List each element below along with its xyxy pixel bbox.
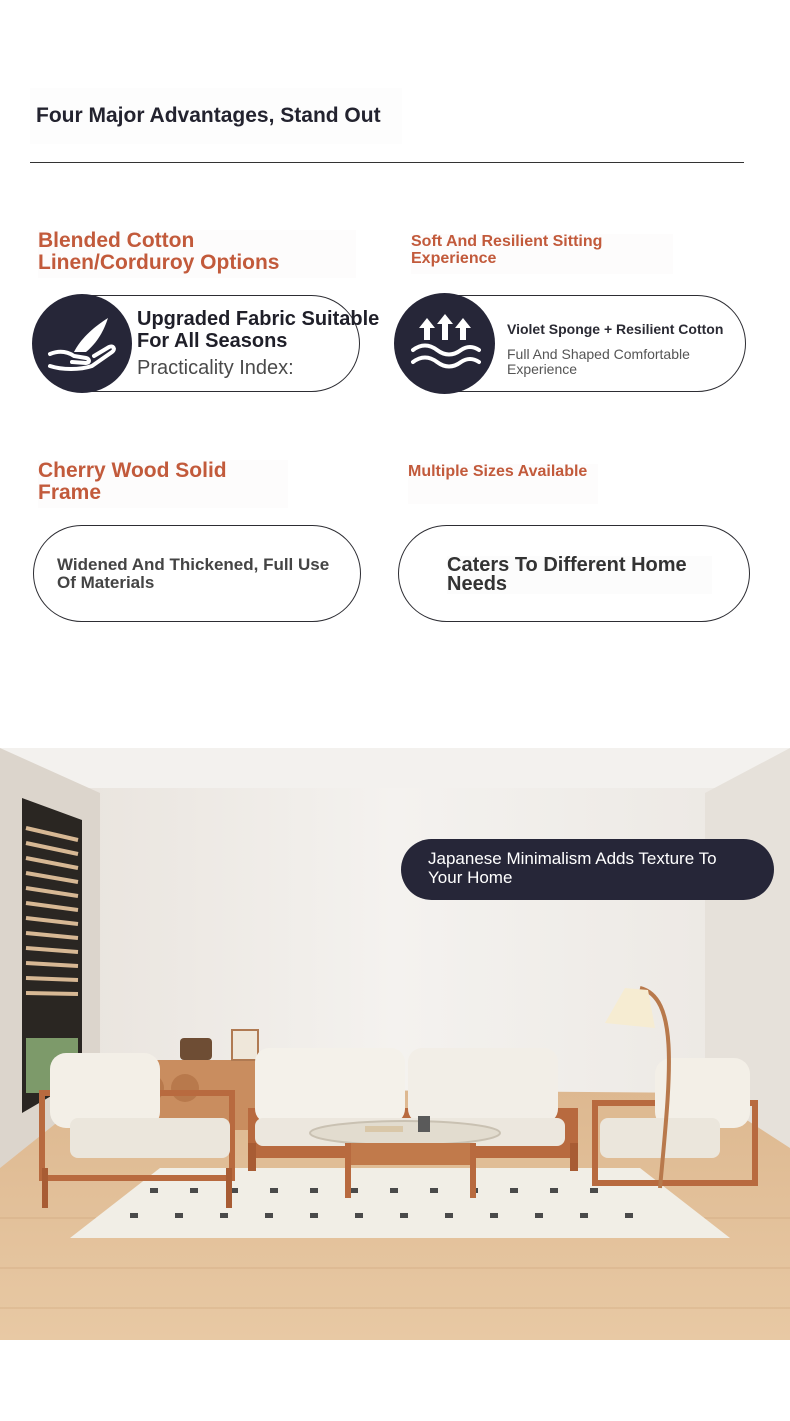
feature-main-text: Caters To Different Home Needs [447,556,712,594]
feature-main-text: Widened And Thickened, Full Use Of Materials [57,555,330,592]
living-room-photo [0,748,790,1340]
hero-caption-badge: Japanese Minimalism Adds Texture To Your Home [401,839,774,900]
feature-title-fabric: Blended Cotton Linen/Corduroy Options [38,230,356,278]
practicality-index-label: Practicality Index: [137,357,294,379]
feature-main-text: Upgraded Fabric Suitable For All Seasons [137,308,380,352]
feature-sub-text: Full And Shaped Comfortable Experience [507,346,690,378]
feature-title-frame: Cherry Wood Solid Frame [38,460,288,508]
feature-title-sitting: Soft And Resilient Sitting Experience [411,234,673,274]
feature-title-sizes: Multiple Sizes Available [408,464,598,504]
feature-main-text: Violet Sponge + Resilient Cotton [507,321,724,337]
title-divider [30,162,744,163]
page-title: Four Major Advantages, Stand Out [30,88,402,144]
hand-fabric-icon [32,294,132,393]
rebound-arrows-icon [394,293,495,394]
